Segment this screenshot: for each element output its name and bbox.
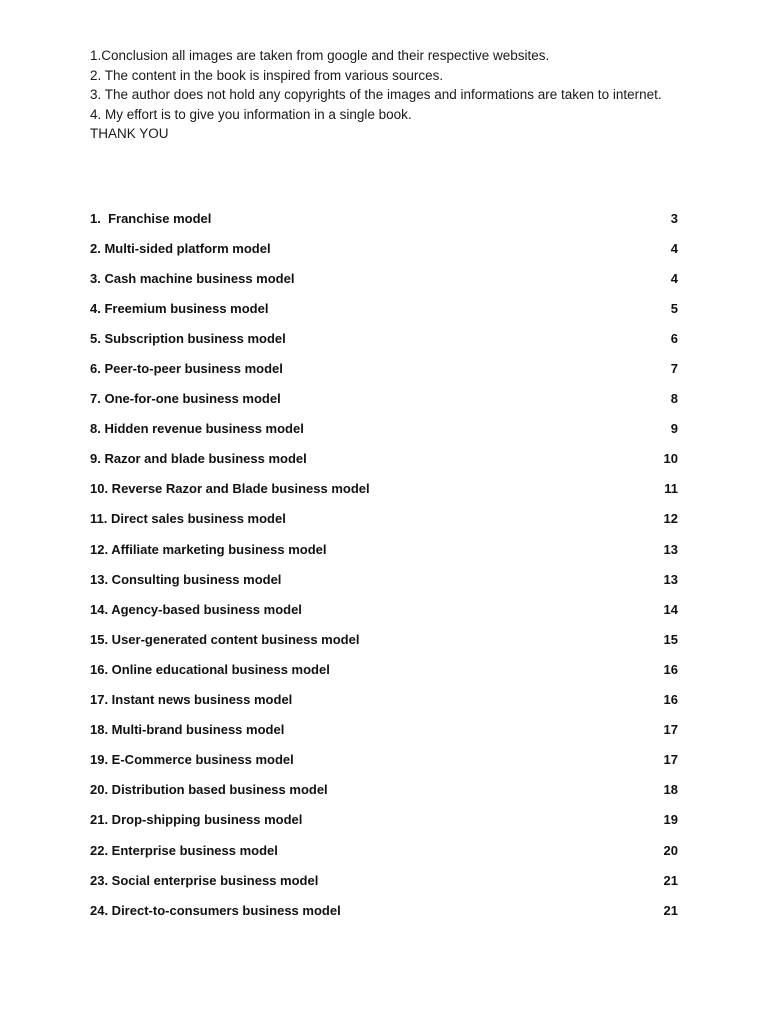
toc-entry-page: 11 <box>664 481 678 497</box>
toc-entry-title: 13. Consulting business model <box>90 571 282 587</box>
table-of-contents <box>90 203 678 925</box>
toc-entry <box>90 323 678 353</box>
toc-entry-page: 16 <box>663 661 678 677</box>
toc-entry-page: 18 <box>663 782 678 798</box>
toc-entry-title: 11. Direct sales business model <box>90 511 286 527</box>
toc-entry-page: 4 <box>670 240 678 256</box>
toc-entry <box>90 384 678 414</box>
disclaimer-notes <box>90 46 710 144</box>
toc-entry-page: 21 <box>663 872 678 888</box>
toc-entry-page: 7 <box>670 361 678 377</box>
toc-entry <box>90 775 678 805</box>
toc-entry <box>90 414 678 444</box>
toc-entry-page: 19 <box>663 812 678 828</box>
toc-entry <box>90 203 678 233</box>
toc-entry <box>90 534 678 564</box>
toc-entry-page: 15 <box>663 631 678 647</box>
toc-entry <box>90 594 678 624</box>
toc-entry-title: 6. Peer-to-peer business model <box>90 361 283 377</box>
toc-entry <box>90 293 678 323</box>
toc-entry-title: 9. Razor and blade business model <box>90 451 307 467</box>
toc-entry <box>90 715 678 745</box>
toc-entry-title: 7. One-for-one business model <box>90 391 281 407</box>
toc-entry-page: 9 <box>670 421 678 437</box>
toc-entry-page: 3 <box>670 210 678 226</box>
toc-entry-page: 20 <box>663 842 678 858</box>
toc-entry-page: 10 <box>663 451 678 467</box>
toc-entry-title: 3. Cash machine business model <box>90 270 295 286</box>
toc-entry-title: 21. Drop-shipping business model <box>90 812 303 828</box>
toc-entry <box>90 233 678 263</box>
toc-entry-page: 21 <box>663 902 678 918</box>
toc-entry <box>90 624 678 654</box>
toc-entry <box>90 865 678 895</box>
toc-entry-title: 2. Multi-sided platform model <box>90 240 271 256</box>
toc-entry <box>90 805 678 835</box>
toc-entry-title: 14. Agency-based business model <box>90 601 302 617</box>
note-line-1: 1.Conclusion all images are taken from google and their respective websites. <box>90 48 550 63</box>
toc-entry-page: 13 <box>663 571 678 587</box>
toc-entry-title: 24. Direct-to-consumers business model <box>90 902 341 918</box>
toc-entry-title: 17. Instant news business model <box>90 692 293 708</box>
toc-entry <box>90 895 678 925</box>
toc-entry-title: 22. Enterprise business model <box>90 842 278 858</box>
toc-entry-title: 20. Distribution based business model <box>90 782 328 798</box>
toc-entry-title: 16. Online educational business model <box>90 661 330 677</box>
toc-entry-title: 8. Hidden revenue business model <box>90 421 304 437</box>
toc-entry-page: 4 <box>670 270 678 286</box>
toc-entry-page: 14 <box>663 601 678 617</box>
toc-entry <box>90 504 678 534</box>
toc-entry-page: 13 <box>663 541 678 557</box>
toc-entry-page: 8 <box>670 391 678 407</box>
note-line-3: 3. The author does not hold any copyrights of the images and informations are taken to internet. <box>90 87 662 102</box>
toc-entry-page: 17 <box>663 752 678 768</box>
toc-entry-title: 10. Reverse Razor and Blade business model <box>90 481 370 497</box>
toc-entry-title: 23. Social enterprise business model <box>90 872 319 888</box>
toc-entry-page: 6 <box>670 330 678 346</box>
toc-entry-title: 18. Multi-brand business model <box>90 722 285 738</box>
toc-entry-page: 16 <box>663 692 678 708</box>
toc-entry <box>90 835 678 865</box>
toc-entry-title: 4. Freemium business model <box>90 300 269 316</box>
toc-entry <box>90 685 678 715</box>
toc-entry <box>90 745 678 775</box>
toc-entry <box>90 564 678 594</box>
toc-entry-page: 5 <box>670 300 678 316</box>
toc-entry-title: 5. Subscription business model <box>90 330 286 346</box>
toc-entry-title: 19. E-Commerce business model <box>90 752 294 768</box>
toc-entry-title: 12. Affiliate marketing business model <box>90 541 327 557</box>
toc-entry-page: 12 <box>663 511 678 527</box>
toc-entry-title: 15. User-generated content business model <box>90 631 360 647</box>
toc-entry <box>90 263 678 293</box>
toc-entry <box>90 353 678 383</box>
toc-entry-title: 1. Franchise model <box>90 210 212 226</box>
note-line-4: 4. My effort is to give you information in a single book. <box>90 106 412 122</box>
toc-entry <box>90 654 678 684</box>
thank-you-line: THANK YOU <box>90 126 169 141</box>
toc-entry-page: 17 <box>663 722 678 738</box>
toc-entry <box>90 474 678 504</box>
note-line-2: 2. The content in the book is inspired from various sources. <box>90 67 444 83</box>
toc-entry <box>90 444 678 474</box>
